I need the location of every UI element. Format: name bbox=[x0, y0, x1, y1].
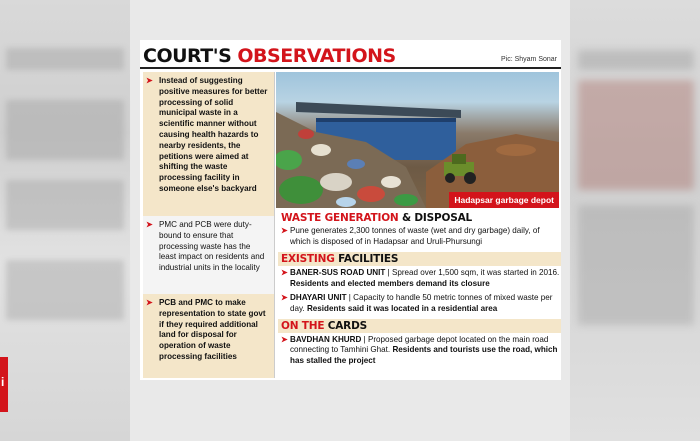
photo-credit: Pic: Shyam Sonar bbox=[500, 56, 557, 63]
blurred-text-block bbox=[578, 50, 694, 70]
blurred-text-block bbox=[6, 100, 124, 160]
observation-text: Instead of suggesting positive measures for better processing of solid municipal waste in a scientific manner without causing health hazards to nearby residents, the petitions were aimed at shifting the waste processing facility in someone else's backyard bbox=[159, 76, 268, 193]
proposal-name: BAVDHAN KHURD bbox=[290, 334, 362, 344]
facility-separator: | bbox=[346, 293, 354, 303]
blurred-text-block bbox=[6, 180, 124, 230]
arrow-bullet-icon: ➤ bbox=[281, 334, 288, 344]
observation-text: PMC and PCB were duty-bound to ensure that processing waste has the least impact on residents and industrial units in the locality bbox=[159, 220, 265, 273]
headline-part2: OBSERVATIONS bbox=[237, 45, 396, 67]
blurred-background-right bbox=[570, 0, 700, 441]
photo-caption: Hadapsar garbage depot bbox=[449, 192, 559, 208]
side-tab-glyph: i bbox=[1, 375, 5, 389]
side-tab[interactable] bbox=[0, 357, 8, 412]
blurred-text-block bbox=[578, 205, 694, 325]
facility-name: DHAYARI UNIT bbox=[290, 293, 347, 303]
facility-note: Residents said it was located in a residential area bbox=[306, 303, 498, 313]
facility-item bbox=[281, 293, 561, 314]
section-heading-waste-generation bbox=[281, 212, 561, 224]
facility-item bbox=[281, 268, 561, 289]
arrow-bullet-icon: ➤ bbox=[146, 220, 153, 229]
observation-text: PCB and PMC to make representation to state govt if they required additional land for disposal for operation of waste processing facilities bbox=[159, 298, 266, 361]
headline bbox=[143, 45, 396, 67]
section-heading-red: ON THE bbox=[281, 319, 325, 332]
blurred-text-block bbox=[6, 48, 124, 70]
observations-column bbox=[143, 72, 274, 378]
arrow-bullet-icon: ➤ bbox=[146, 76, 153, 85]
blurred-text-block bbox=[6, 260, 124, 320]
facility-name: BANER-SUS ROAD UNIT bbox=[290, 268, 386, 278]
fact-text: Pune generates 2,300 tonnes of waste (wet and dry garbage) daily, of which is disposed of in Hadapsar and Uruli-Phursungi bbox=[290, 226, 540, 246]
arrow-bullet-icon: ➤ bbox=[281, 226, 288, 235]
section-heading-on-the-cards bbox=[278, 319, 561, 333]
proposal-separator: | bbox=[361, 334, 368, 344]
blurred-photo bbox=[578, 80, 694, 190]
garbage-depot-photo bbox=[276, 72, 559, 208]
section-heading-black: CARDS bbox=[324, 319, 367, 332]
observation-item bbox=[143, 294, 274, 378]
headline-rule bbox=[140, 67, 561, 69]
section-heading-black: FACILITIES bbox=[334, 253, 399, 266]
headline-part1: COURT'S bbox=[143, 45, 232, 67]
fact-item bbox=[281, 226, 561, 247]
section-heading-black: & DISPOSAL bbox=[398, 212, 472, 224]
arrow-bullet-icon: ➤ bbox=[281, 293, 288, 303]
facility-separator: | bbox=[385, 268, 392, 278]
facility-text: Spread over 1,500 sqm, it was started in 2016. bbox=[391, 268, 560, 278]
observation-item bbox=[143, 72, 274, 216]
photo-illustration bbox=[276, 72, 559, 208]
section-heading-existing-facilities bbox=[278, 252, 561, 266]
section-heading-red: EXISTING bbox=[281, 253, 335, 266]
blurred-background-left bbox=[0, 0, 130, 441]
infographic-card bbox=[140, 40, 561, 380]
arrow-bullet-icon: ➤ bbox=[281, 268, 288, 278]
facts-column bbox=[281, 210, 561, 366]
observation-item bbox=[143, 216, 274, 294]
proposal-item bbox=[281, 335, 561, 367]
proposal-text: Proposed garbage depot located on the main road connecting to Tamhini Ghat. bbox=[290, 334, 549, 355]
facility-note: Residents and elected members demand its closure bbox=[290, 278, 490, 288]
facility-text: Capacity to handle 50 metric tonnes of mixed waste per day. bbox=[290, 293, 553, 313]
column-divider bbox=[274, 72, 275, 378]
arrow-bullet-icon: ➤ bbox=[146, 298, 153, 307]
proposal-note: Residents and tourists use the road, which has stalled the project bbox=[290, 345, 558, 365]
section-heading-red: WASTE GENERATION bbox=[281, 212, 399, 224]
